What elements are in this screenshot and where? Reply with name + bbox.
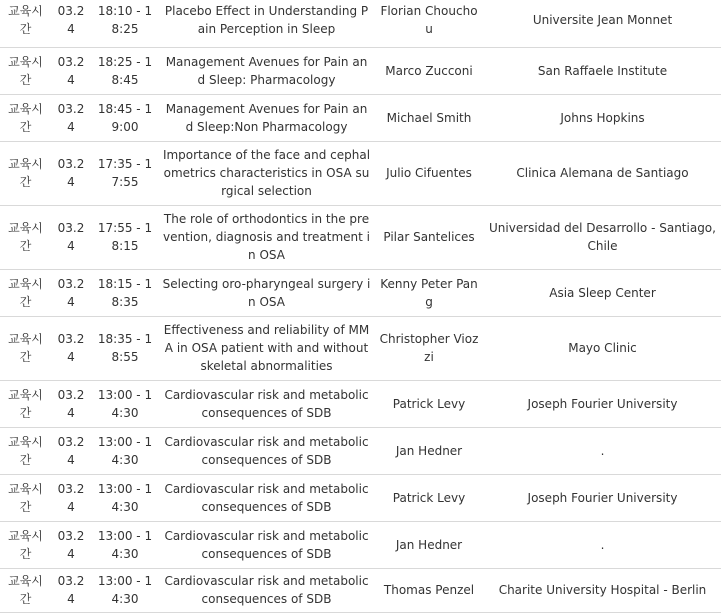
table-row <box>0 427 721 474</box>
session-type-cell: 교육시간 <box>0 568 51 612</box>
date-cell: 03.24 <box>51 141 91 205</box>
lecture-title-cell: The role of orthodontics in the prevention, diagnosis and treatment in OSA <box>159 205 374 269</box>
affiliation-cell: Clinica Alemana de Santiago <box>484 141 721 205</box>
affiliation-cell: Asia Sleep Center <box>484 269 721 316</box>
affiliation-cell: . <box>484 521 721 568</box>
affiliation-cell: Universite Jean Monnet <box>484 0 721 47</box>
lecture-title-cell: Placebo Effect in Understanding Pain Perception in Sleep <box>159 0 374 47</box>
time-cell: 18:15 - 18:35 <box>91 269 159 316</box>
lecture-title-cell: Cardiovascular risk and metabolic consequences of SDB <box>159 474 374 521</box>
date-cell: 03.24 <box>51 0 91 47</box>
session-type-cell: 교육시간 <box>0 47 51 94</box>
table-row <box>0 380 721 427</box>
lecture-title-cell: Selecting oro-pharyngeal surgery in OSA <box>159 269 374 316</box>
speaker-cell: Florian Chouchou <box>374 0 484 47</box>
table-row <box>0 316 721 380</box>
date-cell: 03.24 <box>51 568 91 612</box>
affiliation-cell: Joseph Fourier University <box>484 474 721 521</box>
time-cell: 18:25 - 18:45 <box>91 47 159 94</box>
lecture-title-cell: Cardiovascular risk and metabolic consequences of SDB <box>159 380 374 427</box>
time-cell: 18:10 - 18:25 <box>91 0 159 47</box>
table-row <box>0 47 721 94</box>
time-cell: 13:00 - 14:30 <box>91 474 159 521</box>
time-cell: 17:35 - 17:55 <box>91 141 159 205</box>
lecture-title-cell: Cardiovascular risk and metabolic consequences of SDB <box>159 568 374 612</box>
speaker-cell: Kenny Peter Pang <box>374 269 484 316</box>
date-cell: 03.24 <box>51 205 91 269</box>
session-type-cell: 교육시간 <box>0 269 51 316</box>
date-cell: 03.24 <box>51 474 91 521</box>
date-cell: 03.24 <box>51 521 91 568</box>
session-type-cell: 교육시간 <box>0 205 51 269</box>
session-type-cell: 교육시간 <box>0 521 51 568</box>
speaker-cell: Christopher Viozzi <box>374 316 484 380</box>
speaker-cell: Jan Hedner <box>374 427 484 474</box>
lecture-title-cell: Effectiveness and reliability of MMA in OSA patient with and without skeletal abnormalities <box>159 316 374 380</box>
date-cell: 03.24 <box>51 269 91 316</box>
time-cell: 13:00 - 14:30 <box>91 427 159 474</box>
session-type-cell: 교육시간 <box>0 380 51 427</box>
speaker-cell: Marco Zucconi <box>374 47 484 94</box>
time-cell: 13:00 - 14:30 <box>91 521 159 568</box>
table-row <box>0 94 721 141</box>
table-row <box>0 141 721 205</box>
affiliation-cell: Johns Hopkins <box>484 94 721 141</box>
lecture-title-cell: Management Avenues for Pain and Sleep:Non Pharmacology <box>159 94 374 141</box>
speaker-cell: Thomas Penzel <box>374 568 484 612</box>
lecture-title-cell: Cardiovascular risk and metabolic consequences of SDB <box>159 521 374 568</box>
speaker-cell: Michael Smith <box>374 94 484 141</box>
lecture-title-cell: Management Avenues for Pain and Sleep: Pharmacology <box>159 47 374 94</box>
affiliation-cell: . <box>484 427 721 474</box>
date-cell: 03.24 <box>51 47 91 94</box>
speaker-cell: Patrick Levy <box>374 380 484 427</box>
time-cell: 13:00 - 14:30 <box>91 380 159 427</box>
table-row <box>0 474 721 521</box>
speaker-cell: Julio Cifuentes <box>374 141 484 205</box>
date-cell: 03.24 <box>51 380 91 427</box>
table-row <box>0 521 721 568</box>
session-type-cell: 교육시간 <box>0 141 51 205</box>
date-cell: 03.24 <box>51 427 91 474</box>
table-row <box>0 269 721 316</box>
affiliation-cell: Joseph Fourier University <box>484 380 721 427</box>
table-row <box>0 0 721 47</box>
speaker-cell: Jan Hedner <box>374 521 484 568</box>
lecture-title-cell: Cardiovascular risk and metabolic consequences of SDB <box>159 427 374 474</box>
date-cell: 03.24 <box>51 94 91 141</box>
session-type-cell: 교육시간 <box>0 474 51 521</box>
affiliation-cell: Mayo Clinic <box>484 316 721 380</box>
affiliation-cell: Charite University Hospital - Berlin <box>484 568 721 612</box>
time-cell: 18:45 - 19:00 <box>91 94 159 141</box>
time-cell: 13:00 - 14:30 <box>91 568 159 612</box>
session-type-cell: 교육시간 <box>0 427 51 474</box>
time-cell: 18:35 - 18:55 <box>91 316 159 380</box>
speaker-cell: Pilar Santelices <box>374 205 484 269</box>
date-cell: 03.24 <box>51 316 91 380</box>
speaker-cell: Patrick Levy <box>374 474 484 521</box>
session-type-cell: 교육시간 <box>0 0 51 47</box>
lecture-title-cell: Importance of the face and cephalometrics characteristics in OSA surgical selection <box>159 141 374 205</box>
session-type-cell: 교육시간 <box>0 94 51 141</box>
table-row <box>0 205 721 269</box>
session-type-cell: 교육시간 <box>0 316 51 380</box>
time-cell: 17:55 - 18:15 <box>91 205 159 269</box>
table-row <box>0 568 721 612</box>
affiliation-cell: Universidad del Desarrollo - Santiago, Chile <box>484 205 721 269</box>
affiliation-cell: San Raffaele Institute <box>484 47 721 94</box>
